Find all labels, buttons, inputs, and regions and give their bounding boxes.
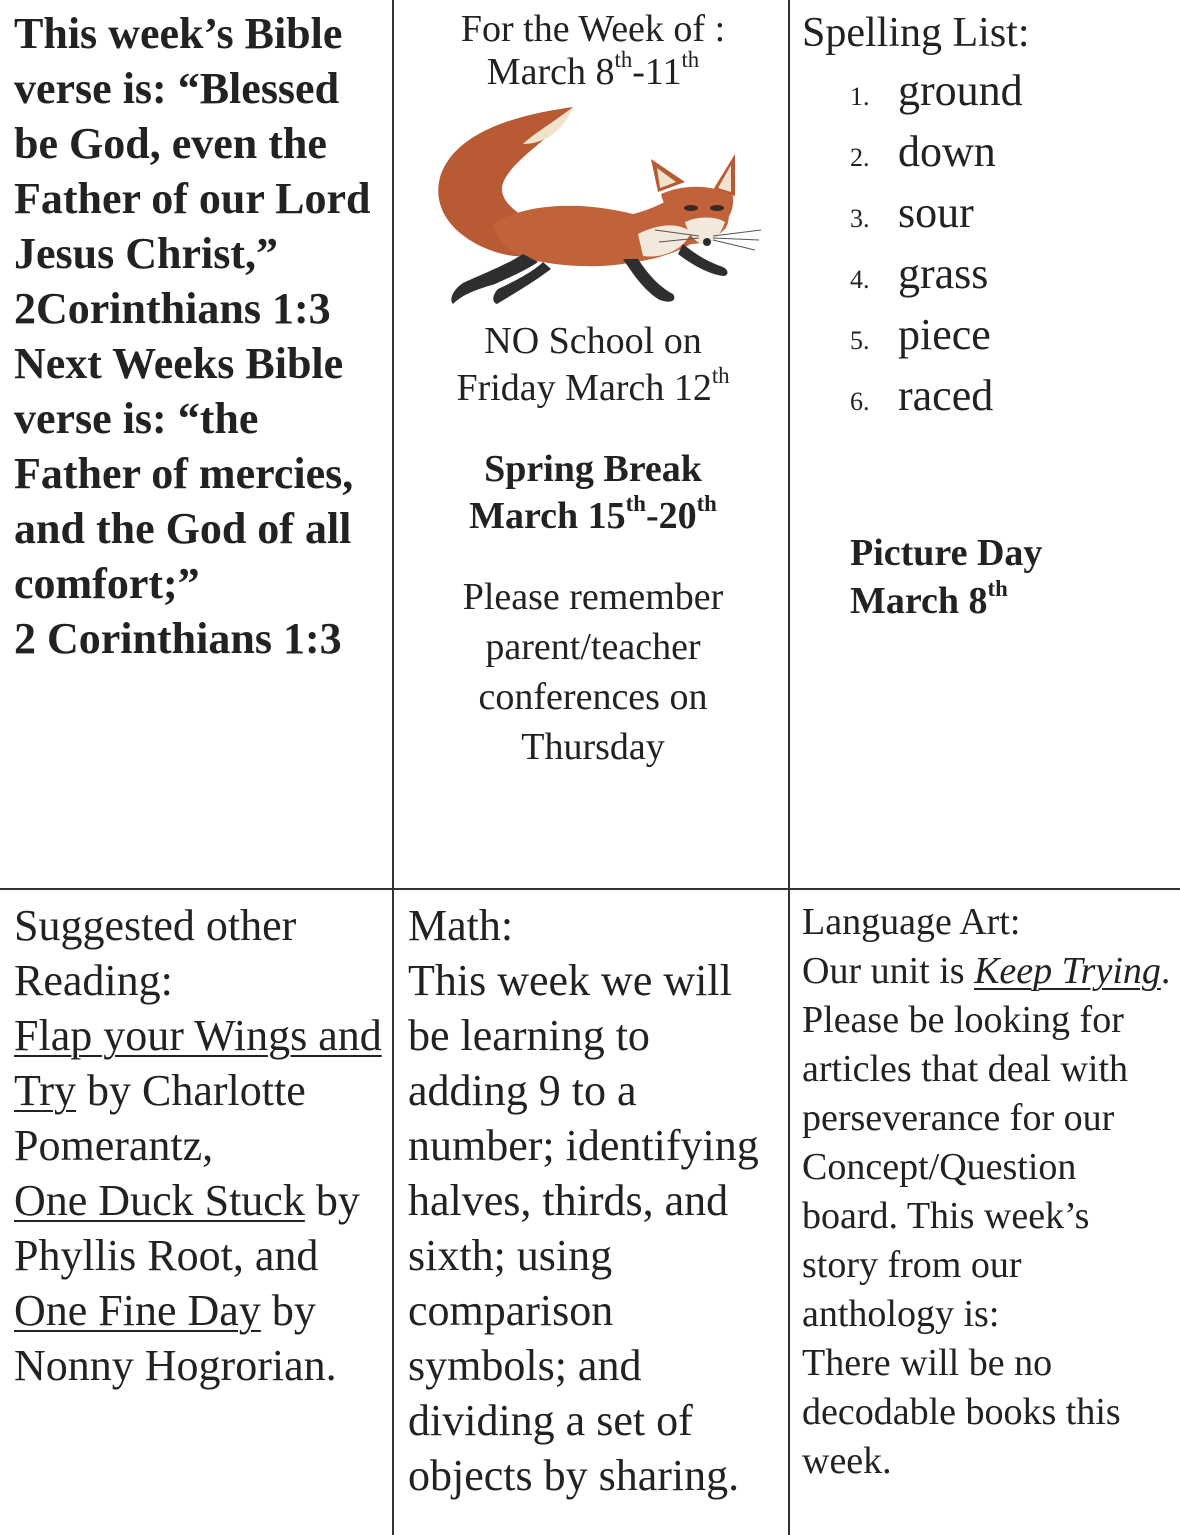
bible-ref-next-week: 2 Corinthians 1:3 [14, 614, 342, 663]
spring-break-notice: Spring Break March 15th-20th [469, 448, 717, 537]
reading-intro: Suggested other Reading: [14, 901, 297, 1005]
book-title-2: One Duck Stuck [14, 1176, 305, 1225]
bible-ref-this-week: 2Corinthians 1:3 [14, 284, 331, 333]
bible-verse-cell [14, 6, 384, 666]
bible-verse-next-week: Next Weeks Bible verse is: “the Father of mercies, and the God of all comfort;” [14, 339, 354, 608]
divider-h [0, 888, 1180, 890]
unit-name: Keep Trying [974, 950, 1161, 992]
math-body: This week we will be learning to adding 9 to a number; identifying halves, thirds, and sixth; using comparison symbols; and dividing a set of objects by sharing. [408, 956, 759, 1500]
divider-v2 [788, 0, 790, 1535]
no-school-notice: NO School on Friday March 12th [456, 320, 730, 409]
language-body: Our unit is Keep Trying. Please be looking for articles that deal with perseverance for our Concept/Question board. This week’s story from our anthology is: [802, 950, 1171, 1335]
week-info-cell [400, 6, 786, 772]
math-title: Math: [408, 901, 514, 950]
bible-verse-this-week: This week’s Bible verse is: “Blessed be God, even the Father of our Lord Jesus Christ,” [14, 9, 371, 278]
spelling-cell [802, 6, 1172, 625]
divider-v1 [392, 0, 394, 1535]
picture-day-notice: Picture Day March 8th [850, 532, 1043, 622]
fox-illustration-icon [423, 104, 763, 304]
list-item: 6. raced [850, 371, 994, 420]
week-title: For the Week of : [460, 8, 726, 50]
list-item: 5. piece [850, 310, 991, 359]
spelling-list [850, 63, 1172, 429]
list-item: 4. grass [850, 249, 989, 298]
list-item: 1. ground [850, 66, 1023, 115]
math-cell [408, 898, 780, 1503]
conference-reminder: Please remember parent/teacher conferences on Thursday [462, 576, 724, 768]
language-title: Language Art: [802, 901, 1021, 943]
book-title-1: Flap your Wings and Try [14, 1011, 382, 1115]
list-item: 3. sour [850, 188, 974, 237]
week-dates: March 8th-11th [486, 46, 700, 93]
language-art-cell [802, 898, 1174, 1486]
book-title-3: One Fine Day [14, 1286, 261, 1335]
language-note: There will be no decodable books this week. [802, 1342, 1121, 1482]
spelling-title: Spelling List: [802, 10, 1030, 56]
list-item: 2. down [850, 127, 996, 176]
suggested-reading-cell: Suggested other Reading: Flap your Wings and Try by Charlotte Pomerantz, One Duck Stuck by Phyllis Root, and One Fine Day by Nonny Hogrorian. [14, 901, 382, 1390]
